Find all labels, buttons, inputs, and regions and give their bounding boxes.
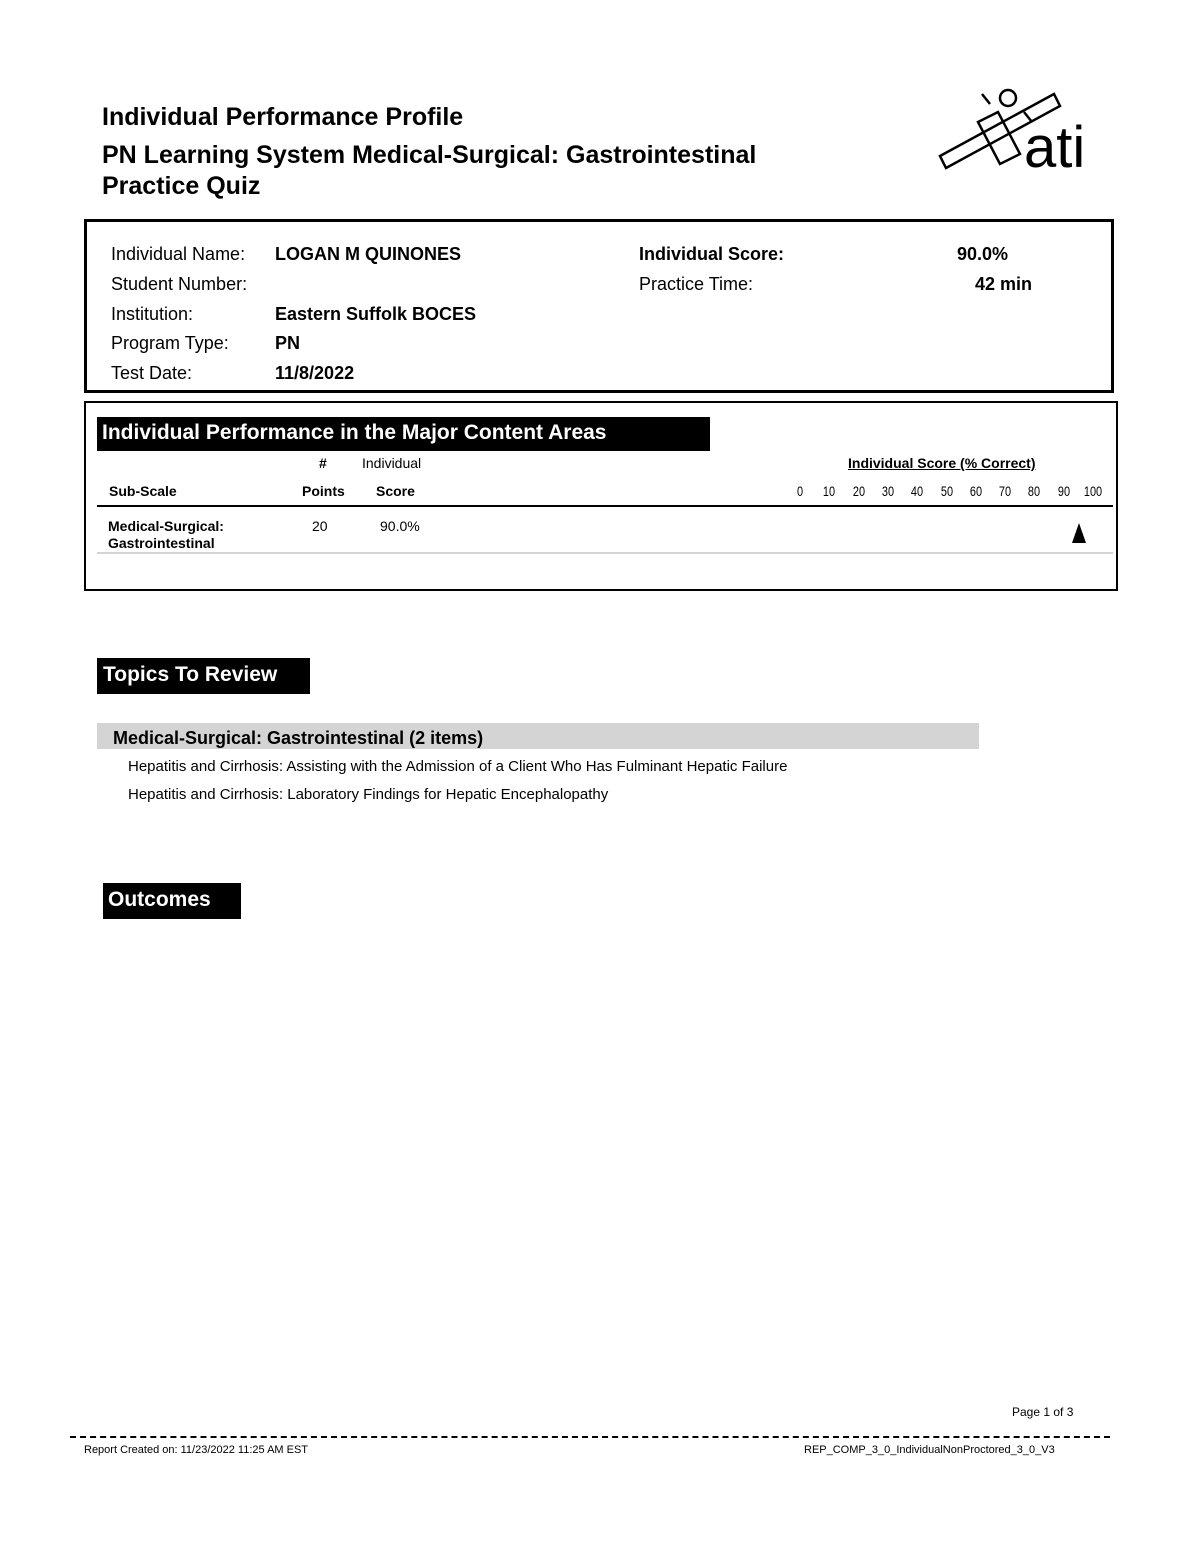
institution-value: Eastern Suffolk BOCES: [275, 304, 477, 324]
program-type-label: Program Type:: [111, 333, 229, 353]
score-axis-tick: 10: [823, 483, 836, 499]
score-axis-tick: 40: [911, 483, 924, 499]
score-axis-tick: 100: [1083, 483, 1103, 499]
practice-time-value: 42 min: [975, 274, 1033, 294]
subscale-name-line2: Gastrointestinal: [108, 535, 215, 551]
topic-item: Hepatitis and Cirrhosis: Laboratory Findings for Hepatic Encephalopathy: [128, 786, 609, 803]
individual-score-value: 90.0%: [957, 244, 1009, 264]
score-axis-tick: 0: [796, 483, 804, 499]
score-axis-tick: 90: [1057, 483, 1070, 499]
chart-heading: Individual Score (% Correct): [848, 455, 1036, 471]
col-subscale-header: Sub-Scale: [109, 483, 177, 499]
individual-score-label: Individual Score:: [639, 244, 785, 264]
score-axis-tick: 50: [940, 483, 953, 499]
topic-item: Hepatitis and Cirrhosis: Assisting with the Admission of a Client Who Has Fulminant Hepatic Failure: [128, 758, 788, 775]
ati-logo-text: ati: [1024, 115, 1086, 180]
score-axis-tick: 60: [969, 483, 982, 499]
student-info-box: [84, 219, 1114, 393]
topics-heading: Topics To Review: [97, 658, 310, 694]
institution-label: Institution:: [111, 304, 194, 324]
col-points-header: Points: [302, 483, 345, 499]
report-subtitle-line2: Practice Quiz: [102, 172, 261, 200]
major-content-heading: Individual Performance in the Major Content Areas: [97, 417, 710, 451]
subscale-points: 20: [312, 518, 328, 534]
subscale-name-line1: Medical-Surgical:: [108, 518, 224, 534]
score-axis-tick: 20: [852, 483, 865, 499]
ati-logo: [936, 84, 1106, 184]
report-code: REP_COMP_3_0_IndividualNonProctored_3_0_V3: [804, 1444, 1055, 1456]
score-marker-icon: [1071, 523, 1087, 545]
score-axis-tick: 70: [999, 483, 1012, 499]
col-individual-header: Individual: [362, 455, 422, 471]
subscale-score: 90.0%: [380, 518, 420, 534]
test-date-label: Test Date:: [111, 363, 193, 383]
score-axis-tick: 80: [1028, 483, 1041, 499]
score-axis-tick: 30: [881, 483, 894, 499]
footer-divider: [70, 1436, 1110, 1438]
col-hash-header: #: [319, 455, 327, 471]
individual-name-value: LOGAN M QUINONES: [275, 244, 462, 264]
practice-time-label: Practice Time:: [639, 274, 754, 294]
report-subtitle-line1: PN Learning System Medical-Surgical: Gastrointestinal: [102, 141, 757, 169]
report-title: Individual Performance Profile: [102, 103, 464, 131]
individual-name-label: Individual Name:: [111, 244, 246, 264]
topic-category-title: Medical-Surgical: Gastrointestinal (2 items): [113, 728, 484, 748]
page-number: Page 1 of 3: [1012, 1405, 1074, 1419]
row-rule: [97, 552, 1113, 554]
program-type-value: PN: [275, 333, 301, 353]
test-date-value: 11/8/2022: [275, 363, 355, 383]
header-rule: [97, 505, 1113, 507]
col-score-header: Score: [376, 483, 415, 499]
report-created: Report Created on: 11/23/2022 11:25 AM EST: [84, 1444, 309, 1456]
outcomes-heading: Outcomes: [103, 883, 241, 919]
student-number-label: Student Number:: [111, 274, 248, 294]
